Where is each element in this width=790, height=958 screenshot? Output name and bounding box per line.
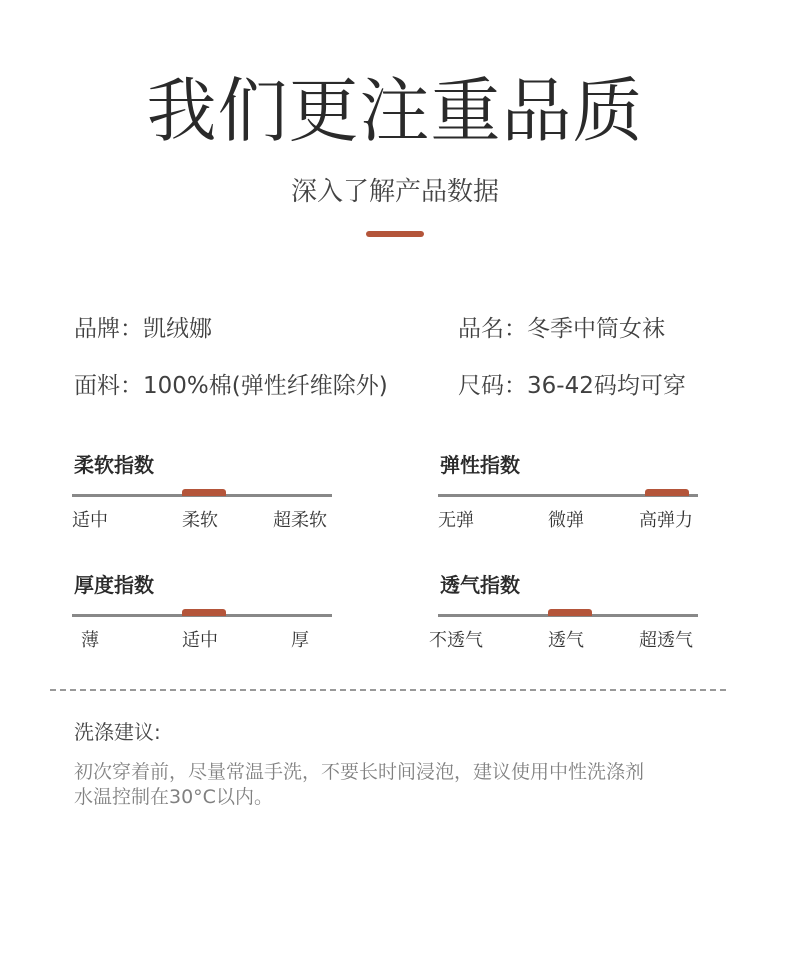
elasticity-index-marker <box>645 489 689 496</box>
breathability-index <box>429 571 700 663</box>
elasticity-index <box>438 451 700 543</box>
softness-index-label: 柔软 <box>182 510 218 531</box>
breathability-index-title: 透气指数 <box>440 573 520 597</box>
info-fabric: 面料：100%棉(弹性纤维除外) <box>74 373 388 399</box>
care-text-line: 初次穿着前，尽量常温手洗，不要长时间浸泡，建议使用中性洗涤剂 <box>74 761 645 783</box>
softness-index-label: 适中 <box>72 510 108 531</box>
elasticity-index-label: 微弹 <box>548 510 584 531</box>
softness-index-marker <box>182 489 226 496</box>
breathability-index-label: 超透气 <box>639 630 693 651</box>
elasticity-index-label: 高弹力 <box>639 510 693 531</box>
thickness-index <box>72 571 334 663</box>
thickness-index-label: 薄 <box>81 630 99 651</box>
elasticity-index-label: 无弹 <box>438 510 474 531</box>
breathability-index-label: 不透气 <box>429 630 483 651</box>
accent-bar <box>366 231 424 237</box>
thickness-index-label: 厚 <box>291 630 309 651</box>
care-text-line: 水温控制在30°C以内。 <box>74 786 273 808</box>
softness-index-label: 超柔软 <box>273 510 327 531</box>
dashed-divider <box>50 689 726 691</box>
thickness-index-title: 厚度指数 <box>74 573 154 597</box>
softness-index <box>72 451 334 543</box>
info-size: 尺码：36-42码均可穿 <box>458 373 686 399</box>
info-product-name: 品名：冬季中筒女袜 <box>458 316 665 342</box>
page-title: 我们更注重品质 <box>146 70 644 152</box>
thickness-index-label: 适中 <box>182 630 218 651</box>
breathability-index-marker <box>548 609 592 616</box>
elasticity-index-title: 弹性指数 <box>440 453 520 477</box>
care-title: 洗涤建议: <box>74 720 161 744</box>
thickness-index-marker <box>182 609 226 616</box>
page-subtitle: 深入了解产品数据 <box>290 177 499 207</box>
softness-index-title: 柔软指数 <box>74 453 154 477</box>
breathability-index-label: 透气 <box>548 630 584 651</box>
info-brand: 品牌：凯绒娜 <box>74 316 212 342</box>
